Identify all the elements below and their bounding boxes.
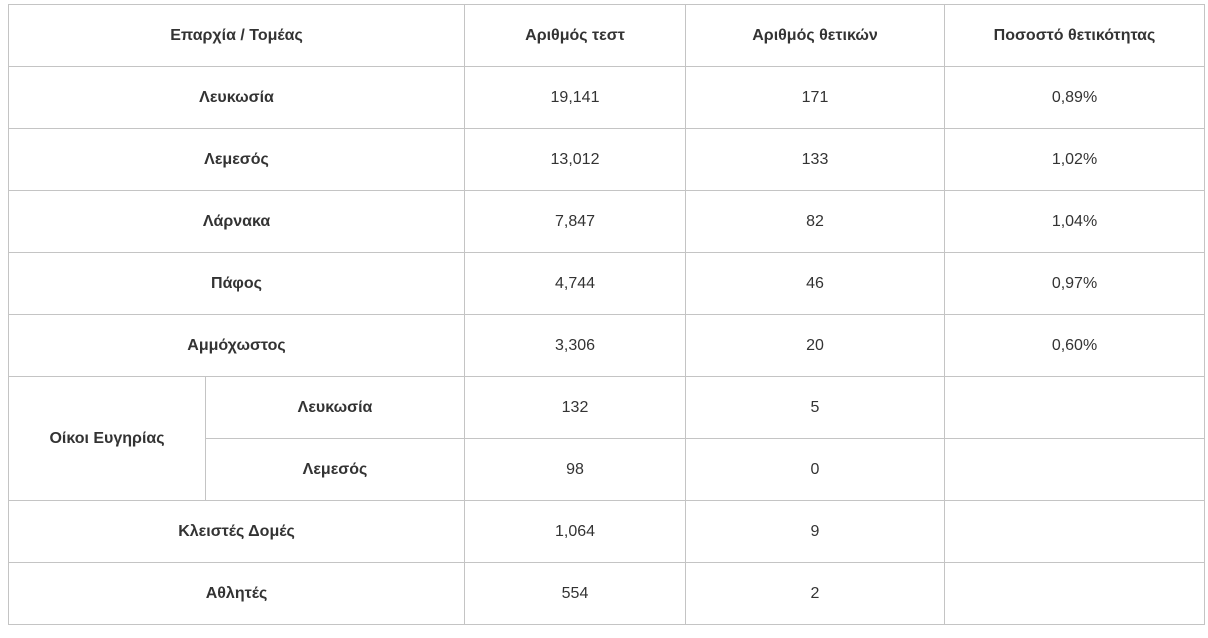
header-positivity-rate: Ποσοστό θετικότητας	[945, 5, 1205, 67]
rate-cell: 0,60%	[945, 315, 1205, 377]
positives-cell: 20	[686, 315, 945, 377]
row-label: Λευκωσία	[9, 67, 465, 129]
header-positives: Αριθμός θετικών	[686, 5, 945, 67]
row-label: Λεμεσός	[9, 129, 465, 191]
sub-row-label: Λευκωσία	[206, 377, 465, 439]
table-row	[9, 129, 1205, 191]
rate-cell: 0,89%	[945, 67, 1205, 129]
tests-cell: 13,012	[465, 129, 686, 191]
row-label: Αθλητές	[9, 563, 465, 625]
tests-cell: 98	[465, 439, 686, 501]
testing-results-table	[8, 4, 1205, 625]
header-tests: Αριθμός τεστ	[465, 5, 686, 67]
tests-cell: 132	[465, 377, 686, 439]
table-row	[9, 191, 1205, 253]
table-row	[9, 253, 1205, 315]
positives-cell: 82	[686, 191, 945, 253]
tests-cell: 3,306	[465, 315, 686, 377]
table-row	[9, 377, 1205, 439]
header-district: Επαρχία / Τομέας	[9, 5, 465, 67]
row-label: Αμμόχωστος	[9, 315, 465, 377]
table-row	[9, 67, 1205, 129]
row-label: Κλειστές Δομές	[9, 501, 465, 563]
header-row	[9, 5, 1205, 67]
table-row	[9, 563, 1205, 625]
positives-cell: 9	[686, 501, 945, 563]
rate-cell	[945, 377, 1205, 439]
rate-cell: 0,97%	[945, 253, 1205, 315]
positives-cell: 133	[686, 129, 945, 191]
rate-cell: 1,04%	[945, 191, 1205, 253]
rate-cell	[945, 439, 1205, 501]
row-label: Πάφος	[9, 253, 465, 315]
tests-cell: 4,744	[465, 253, 686, 315]
group-label-nursing-homes: Οίκοι Ευγηρίας	[9, 377, 206, 501]
sub-row-label: Λεμεσός	[206, 439, 465, 501]
tests-cell: 7,847	[465, 191, 686, 253]
positives-cell: 171	[686, 67, 945, 129]
rate-cell	[945, 501, 1205, 563]
positives-cell: 46	[686, 253, 945, 315]
positives-cell: 2	[686, 563, 945, 625]
positives-cell: 0	[686, 439, 945, 501]
table-row	[9, 315, 1205, 377]
rate-cell: 1,02%	[945, 129, 1205, 191]
rate-cell	[945, 563, 1205, 625]
table-row	[9, 501, 1205, 563]
row-label: Λάρνακα	[9, 191, 465, 253]
tests-cell: 1,064	[465, 501, 686, 563]
tests-cell: 19,141	[465, 67, 686, 129]
tests-cell: 554	[465, 563, 686, 625]
positives-cell: 5	[686, 377, 945, 439]
